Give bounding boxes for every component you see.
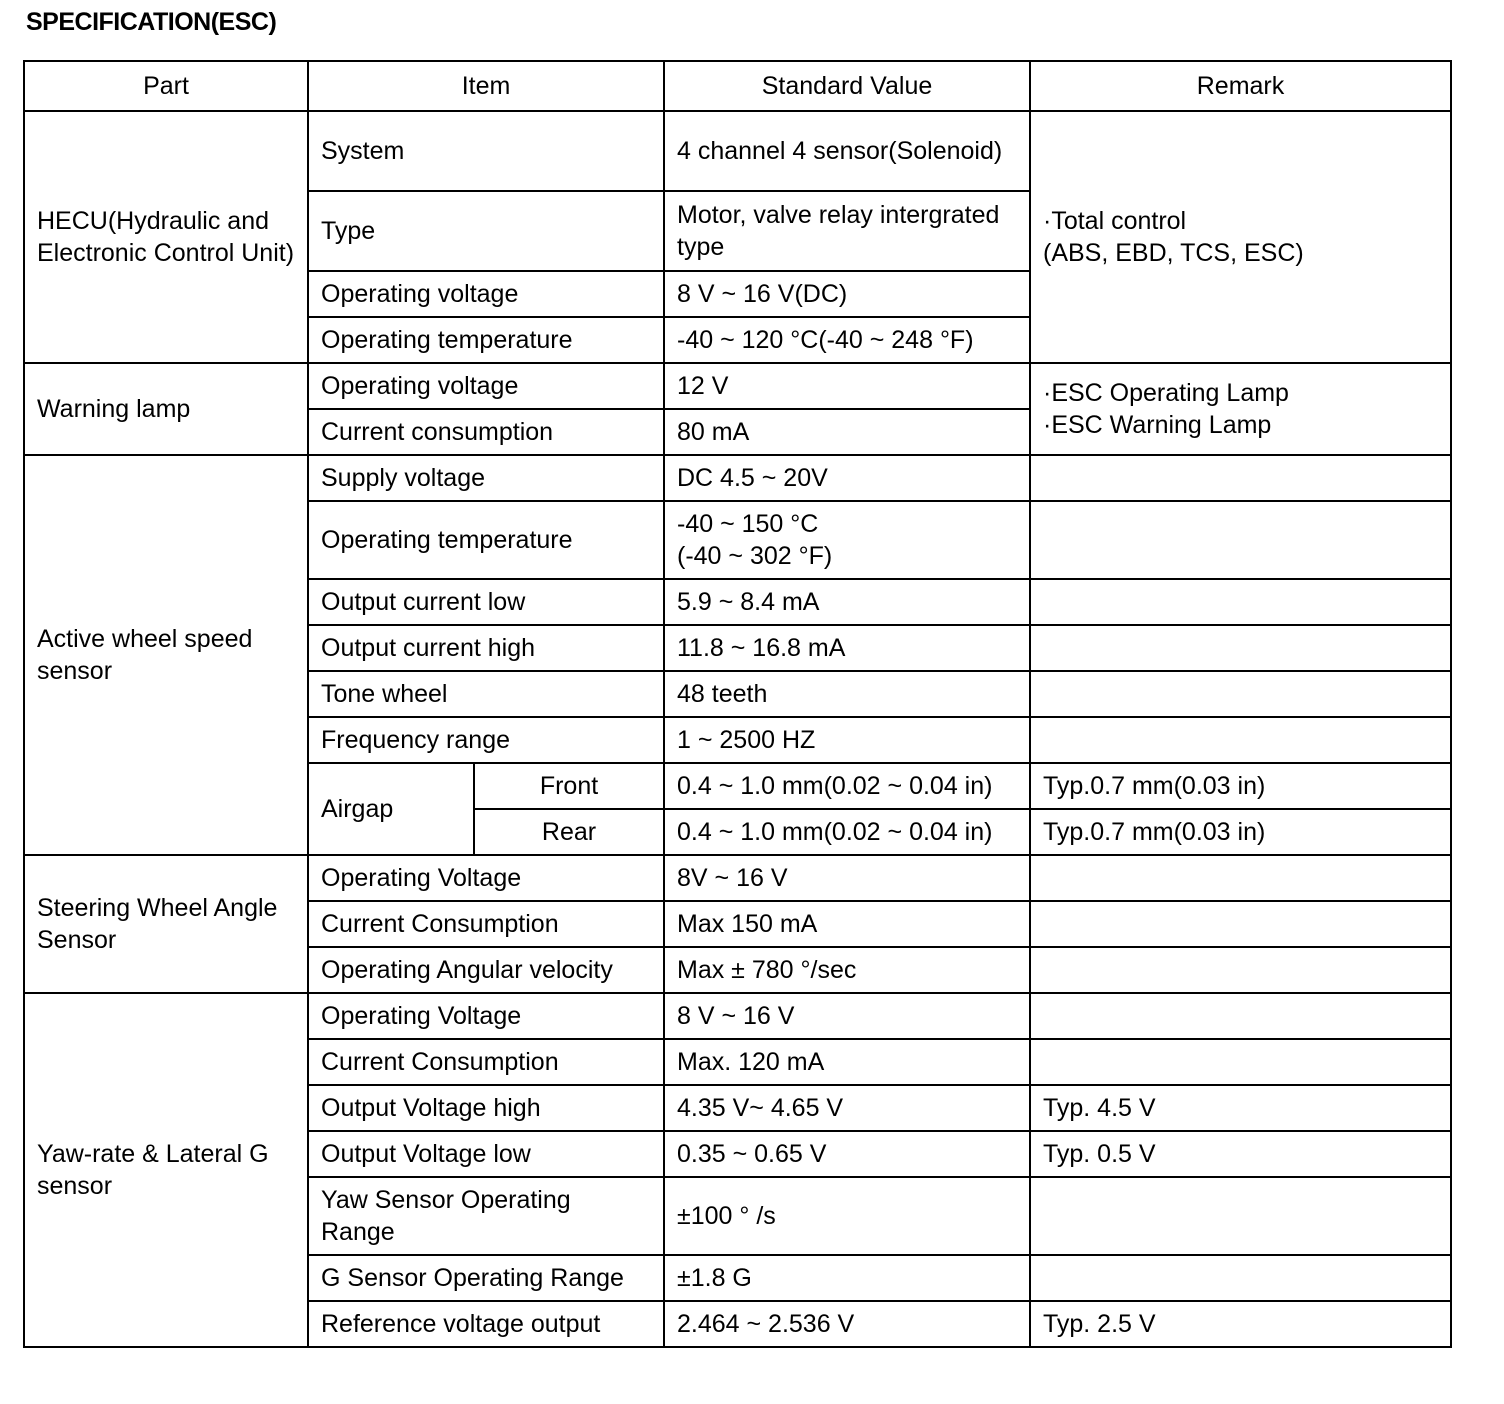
value-cell [664, 501, 1030, 579]
item-cell: Current consumption [308, 409, 664, 455]
specification-table [23, 60, 1452, 1348]
remark-warning-lamp [1030, 363, 1451, 455]
item-cell: G Sensor Operating Range [308, 1255, 664, 1301]
item-cell: Operating voltage [308, 271, 664, 317]
value-cell: -40 ~ 120 °C(-40 ~ 248 °F) [664, 317, 1030, 363]
remark-cell: Typ. 4.5 V [1030, 1085, 1451, 1131]
item-cell: Operating temperature [308, 317, 664, 363]
remark-cell: Typ.0.7 mm(0.03 in) [1030, 763, 1451, 809]
remark-cell [1030, 1255, 1451, 1301]
item-cell: Output current low [308, 579, 664, 625]
part-hecu: HECU(Hydraulic and Electronic Control Unit) [24, 111, 308, 363]
item-cell: Operating voltage [308, 363, 664, 409]
value-cell: 5.9 ~ 8.4 mA [664, 579, 1030, 625]
value-cell: Motor, valve relay intergrated type [664, 191, 1030, 271]
remark-line: ·ESC Operating Lamp [1043, 379, 1289, 407]
header-remark: Remark [1030, 61, 1451, 111]
remark-cell [1030, 671, 1451, 717]
item-cell: Frequency range [308, 717, 664, 763]
part-steering-sensor: Steering Wheel Angle Sensor [24, 855, 308, 993]
item-cell: Operating Voltage [308, 855, 664, 901]
value-cell: 2.464 ~ 2.536 V [664, 1301, 1030, 1347]
table-row [24, 111, 1451, 191]
item-cell: Output Voltage low [308, 1131, 664, 1177]
value-cell: 11.8 ~ 16.8 mA [664, 625, 1030, 671]
header-part: Part [24, 61, 308, 111]
value-cell: Max 150 mA [664, 901, 1030, 947]
item-cell: Yaw Sensor Operating Range [308, 1177, 664, 1255]
value-cell: 8 V ~ 16 V(DC) [664, 271, 1030, 317]
item-cell: Type [308, 191, 664, 271]
remark-cell [1030, 625, 1451, 671]
remark-cell [1030, 901, 1451, 947]
airgap-rear-label: Rear [474, 809, 664, 855]
value-cell: 0.35 ~ 0.65 V [664, 1131, 1030, 1177]
value-line: (-40 ~ 302 °F) [677, 542, 833, 570]
item-cell: Output Voltage high [308, 1085, 664, 1131]
item-cell: Operating temperature [308, 501, 664, 579]
remark-line: ·Total control [1043, 207, 1187, 235]
value-cell: 1 ~ 2500 HZ [664, 717, 1030, 763]
table-row [24, 855, 1451, 901]
value-cell: 8 V ~ 16 V [664, 993, 1030, 1039]
value-cell: 12 V [664, 363, 1030, 409]
airgap-front-label: Front [474, 763, 664, 809]
item-cell: Tone wheel [308, 671, 664, 717]
value-cell: 48 teeth [664, 671, 1030, 717]
value-cell: ±100 ° /s [664, 1177, 1030, 1255]
item-cell: Current Consumption [308, 1039, 664, 1085]
item-cell: Operating Voltage [308, 993, 664, 1039]
remark-hecu [1030, 111, 1451, 363]
part-wheel-speed-sensor: Active wheel speed sensor [24, 455, 308, 855]
remark-cell [1030, 501, 1451, 579]
remark-cell: Typ.0.7 mm(0.03 in) [1030, 809, 1451, 855]
part-warning-lamp: Warning lamp [24, 363, 308, 455]
table-row [24, 455, 1451, 501]
remark-cell: Typ. 0.5 V [1030, 1131, 1451, 1177]
remark-line: ·ESC Warning Lamp [1043, 411, 1272, 439]
remark-cell [1030, 455, 1451, 501]
remark-cell [1030, 947, 1451, 993]
remark-line: (ABS, EBD, TCS, ESC) [1043, 239, 1304, 267]
item-airgap: Airgap [308, 763, 474, 855]
header-item: Item [308, 61, 664, 111]
value-cell: ±1.8 G [664, 1255, 1030, 1301]
remark-cell: Typ. 2.5 V [1030, 1301, 1451, 1347]
remark-cell [1030, 717, 1451, 763]
remark-cell [1030, 993, 1451, 1039]
table-row [24, 363, 1451, 409]
table-row [24, 993, 1451, 1039]
item-cell: Output current high [308, 625, 664, 671]
item-cell: System [308, 111, 664, 191]
value-cell: Max ± 780 °/sec [664, 947, 1030, 993]
value-cell: Max. 120 mA [664, 1039, 1030, 1085]
value-cell: 80 mA [664, 409, 1030, 455]
header-standard-value: Standard Value [664, 61, 1030, 111]
remark-cell [1030, 855, 1451, 901]
remark-cell [1030, 1039, 1451, 1085]
page-title: SPECIFICATION(ESC) [26, 8, 277, 36]
value-cell: 0.4 ~ 1.0 mm(0.02 ~ 0.04 in) [664, 809, 1030, 855]
item-cell: Supply voltage [308, 455, 664, 501]
value-cell: 4 channel 4 sensor(Solenoid) [664, 111, 1030, 191]
item-cell: Reference voltage output [308, 1301, 664, 1347]
remark-cell [1030, 1177, 1451, 1255]
remark-cell [1030, 579, 1451, 625]
item-cell: Current Consumption [308, 901, 664, 947]
value-line: -40 ~ 150 °C [677, 510, 819, 538]
value-cell: 8V ~ 16 V [664, 855, 1030, 901]
header-row [24, 61, 1451, 111]
value-cell: 0.4 ~ 1.0 mm(0.02 ~ 0.04 in) [664, 763, 1030, 809]
part-yaw-sensor: Yaw-rate & Lateral G sensor [24, 993, 308, 1347]
value-cell: 4.35 V~ 4.65 V [664, 1085, 1030, 1131]
item-cell: Operating Angular velocity [308, 947, 664, 993]
value-cell: DC 4.5 ~ 20V [664, 455, 1030, 501]
